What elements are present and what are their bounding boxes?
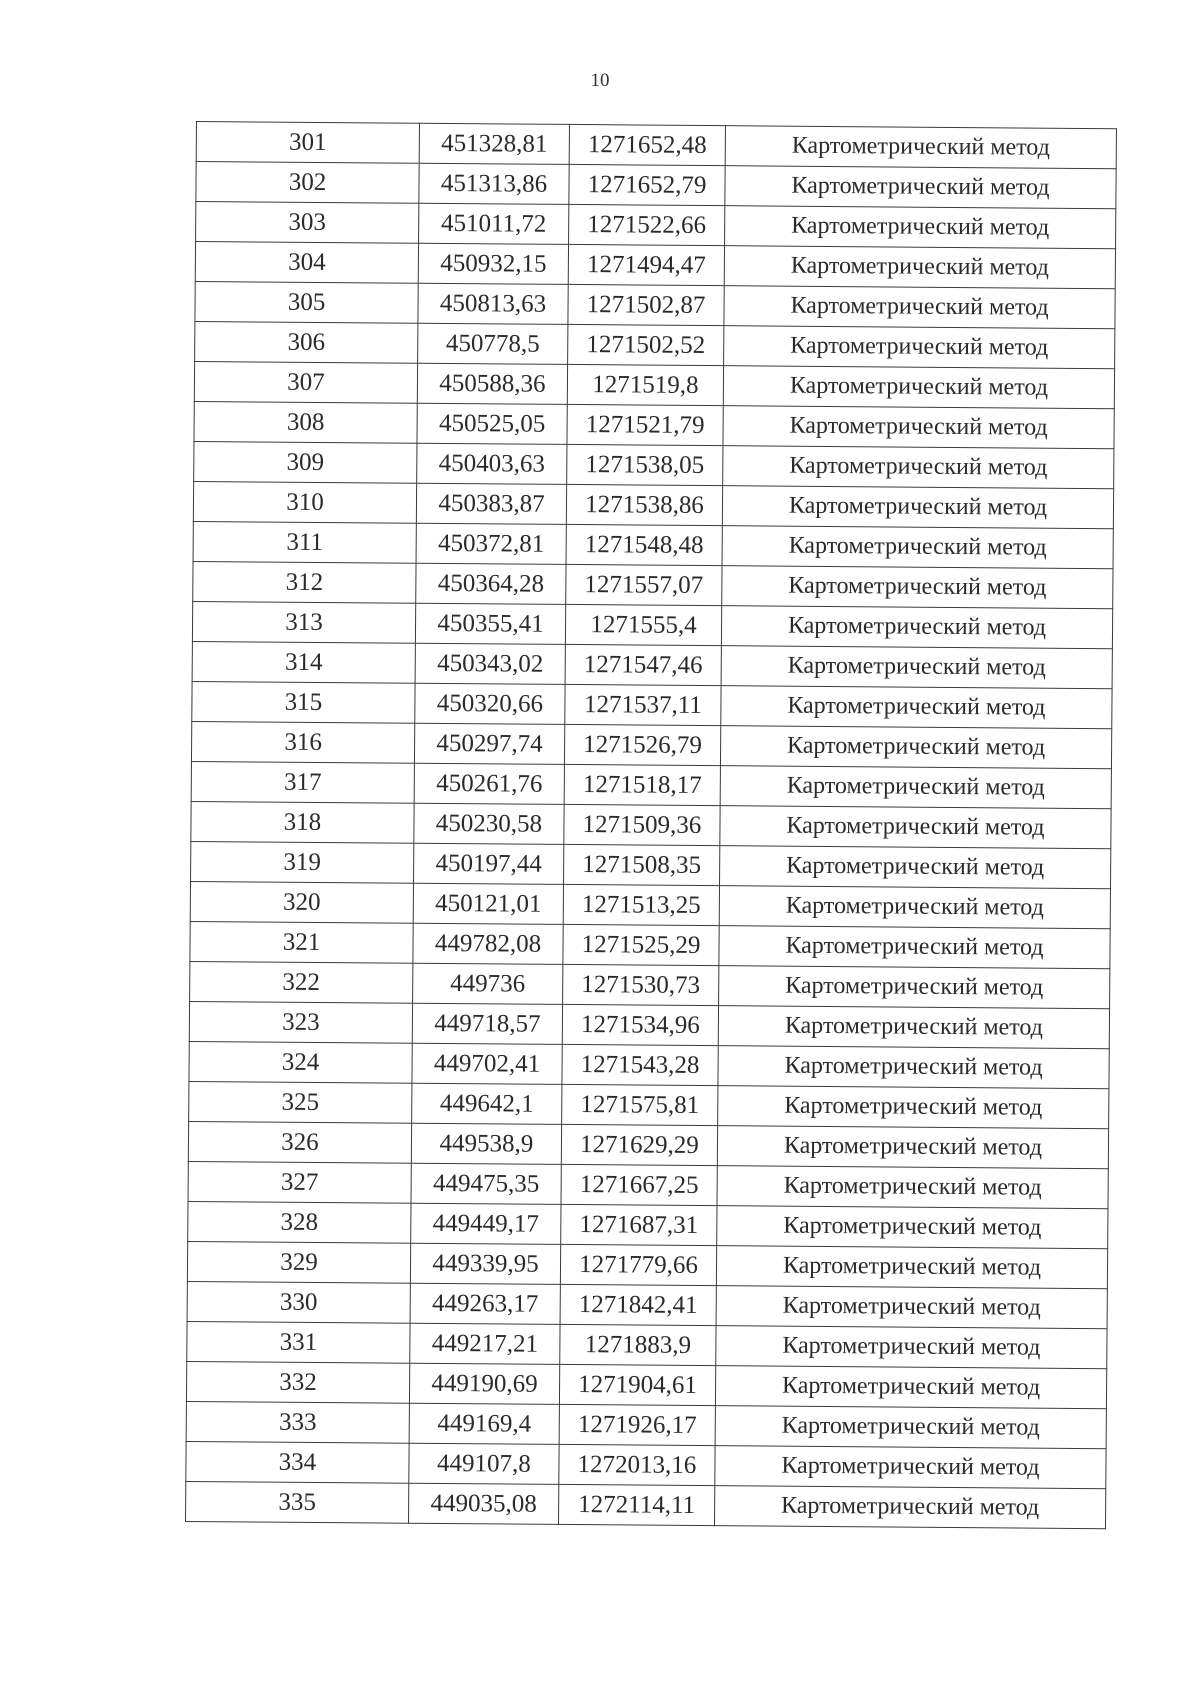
method-cell: Картометрический метод <box>721 646 1112 689</box>
y-coordinate-cell: 1271534,96 <box>562 1004 718 1045</box>
method-cell: Картометрический метод <box>725 206 1116 249</box>
point-number-cell: 301 <box>196 122 419 164</box>
y-coordinate-cell: 1271530,73 <box>563 964 719 1005</box>
x-coordinate-cell: 450403,63 <box>417 443 567 484</box>
x-coordinate-cell: 450813,63 <box>418 283 568 324</box>
method-cell: Картометрический метод <box>722 566 1113 609</box>
x-coordinate-cell: 449107,8 <box>409 1443 559 1484</box>
point-number-cell: 304 <box>195 242 418 284</box>
point-number-cell: 303 <box>196 202 419 244</box>
y-coordinate-cell: 1271521,79 <box>567 404 723 445</box>
table-row <box>186 1481 1106 1528</box>
point-number-cell: 302 <box>196 162 419 204</box>
point-number-cell: 312 <box>193 561 416 603</box>
y-coordinate-cell: 1271522,66 <box>569 204 725 245</box>
point-number-cell: 309 <box>194 441 417 483</box>
point-number-cell: 306 <box>195 321 418 363</box>
point-number-cell: 332 <box>186 1361 409 1403</box>
point-number-cell: 316 <box>191 721 414 763</box>
y-coordinate-cell: 1271687,31 <box>561 1204 717 1245</box>
method-cell: Картометрический метод <box>725 126 1116 169</box>
method-cell: Картометрический метод <box>724 286 1115 329</box>
method-cell: Картометрический метод <box>720 726 1111 769</box>
method-cell: Картометрический метод <box>715 1366 1106 1409</box>
y-coordinate-cell: 1271525,29 <box>563 924 719 965</box>
y-coordinate-cell: 1271547,46 <box>565 644 721 685</box>
point-number-cell: 311 <box>193 521 416 563</box>
x-coordinate-cell: 449449,17 <box>411 1203 561 1244</box>
y-coordinate-cell: 1272114,11 <box>558 1484 714 1525</box>
x-coordinate-cell: 449169,4 <box>409 1403 559 1444</box>
y-coordinate-cell: 1271926,17 <box>559 1404 715 1445</box>
x-coordinate-cell: 449475,35 <box>411 1163 561 1204</box>
method-cell: Картометрический метод <box>723 446 1114 489</box>
point-number-cell: 325 <box>189 1081 412 1123</box>
method-cell: Картометрический метод <box>715 1406 1106 1449</box>
point-number-cell: 320 <box>190 881 413 923</box>
y-coordinate-cell: 1271502,52 <box>568 324 724 365</box>
point-number-cell: 315 <box>192 681 415 723</box>
x-coordinate-cell: 449190,69 <box>409 1363 559 1404</box>
method-cell: Картометрический метод <box>717 1166 1108 1209</box>
method-cell: Картометрический метод <box>720 806 1111 849</box>
x-coordinate-cell: 449538,9 <box>411 1123 561 1164</box>
point-number-cell: 323 <box>189 1001 412 1043</box>
point-number-cell: 329 <box>187 1241 410 1283</box>
x-coordinate-cell: 450197,44 <box>414 843 564 884</box>
coordinates-table <box>185 121 1117 1529</box>
x-coordinate-cell: 450525,05 <box>417 403 567 444</box>
method-cell: Картометрический метод <box>724 326 1115 369</box>
x-coordinate-cell: 451313,86 <box>419 163 569 204</box>
method-cell: Картометрический метод <box>722 526 1113 569</box>
y-coordinate-cell: 1272013,16 <box>559 1444 715 1485</box>
method-cell: Картометрический метод <box>718 1086 1109 1129</box>
method-cell: Картометрический метод <box>716 1246 1107 1289</box>
x-coordinate-cell: 449035,08 <box>408 1483 558 1524</box>
method-cell: Картометрический метод <box>718 1046 1109 1089</box>
x-coordinate-cell: 450588,36 <box>417 363 567 404</box>
page-number: 10 <box>590 70 610 91</box>
y-coordinate-cell: 1271557,07 <box>566 564 722 605</box>
method-cell: Картометрический метод <box>717 1126 1108 1169</box>
x-coordinate-cell: 449217,21 <box>410 1323 560 1364</box>
point-number-cell: 319 <box>191 841 414 883</box>
y-coordinate-cell: 1271904,61 <box>559 1364 715 1405</box>
x-coordinate-cell: 449339,95 <box>410 1243 560 1284</box>
x-coordinate-cell: 450297,74 <box>414 723 564 764</box>
x-coordinate-cell: 450230,58 <box>414 803 564 844</box>
point-number-cell: 313 <box>192 601 415 643</box>
x-coordinate-cell: 449263,17 <box>410 1283 560 1324</box>
method-cell: Картометрический метод <box>719 926 1110 969</box>
point-number-cell: 321 <box>190 921 413 963</box>
y-coordinate-cell: 1271508,35 <box>564 844 720 885</box>
method-cell: Картометрический метод <box>722 486 1113 529</box>
y-coordinate-cell: 1271518,17 <box>564 764 720 805</box>
method-cell: Картометрический метод <box>717 1206 1108 1249</box>
y-coordinate-cell: 1271538,05 <box>567 444 723 485</box>
x-coordinate-cell: 450364,28 <box>416 563 566 604</box>
method-cell: Картометрический метод <box>719 886 1110 929</box>
point-number-cell: 328 <box>188 1201 411 1243</box>
point-number-cell: 335 <box>186 1481 409 1523</box>
x-coordinate-cell: 450355,41 <box>415 603 565 644</box>
y-coordinate-cell: 1271629,29 <box>561 1124 717 1165</box>
method-cell: Картометрический метод <box>723 366 1114 409</box>
point-number-cell: 322 <box>190 961 413 1003</box>
method-cell: Картометрический метод <box>721 686 1112 729</box>
coordinates-table-body <box>186 122 1117 1529</box>
method-cell: Картометрический метод <box>718 1006 1109 1049</box>
x-coordinate-cell: 450778,5 <box>418 323 568 364</box>
point-number-cell: 318 <box>191 801 414 843</box>
point-number-cell: 330 <box>187 1281 410 1323</box>
method-cell: Картометрический метод <box>725 166 1116 209</box>
point-number-cell: 305 <box>195 281 418 323</box>
x-coordinate-cell: 449736 <box>413 963 563 1004</box>
point-number-cell: 310 <box>193 481 416 523</box>
x-coordinate-cell: 450932,15 <box>418 243 568 284</box>
y-coordinate-cell: 1271652,48 <box>569 124 725 165</box>
point-number-cell: 326 <box>188 1121 411 1163</box>
point-number-cell: 327 <box>188 1161 411 1203</box>
y-coordinate-cell: 1271555,4 <box>565 604 721 645</box>
y-coordinate-cell: 1271667,25 <box>561 1164 717 1205</box>
x-coordinate-cell: 449782,08 <box>413 923 563 964</box>
x-coordinate-cell: 450121,01 <box>413 883 563 924</box>
method-cell: Картометрический метод <box>714 1486 1105 1529</box>
point-number-cell: 331 <box>187 1321 410 1363</box>
method-cell: Картометрический метод <box>720 846 1111 889</box>
y-coordinate-cell: 1271575,81 <box>562 1084 718 1125</box>
y-coordinate-cell: 1271842,41 <box>560 1284 716 1325</box>
y-coordinate-cell: 1271883,9 <box>560 1324 716 1365</box>
method-cell: Картометрический метод <box>716 1286 1107 1329</box>
point-number-cell: 307 <box>194 361 417 403</box>
x-coordinate-cell: 451328,81 <box>419 123 569 164</box>
method-cell: Картометрический метод <box>724 246 1115 289</box>
x-coordinate-cell: 449702,41 <box>412 1043 562 1084</box>
y-coordinate-cell: 1271526,79 <box>564 724 720 765</box>
point-number-cell: 314 <box>192 641 415 683</box>
x-coordinate-cell: 450372,81 <box>416 523 566 564</box>
y-coordinate-cell: 1271509,36 <box>564 804 720 845</box>
method-cell: Картометрический метод <box>720 766 1111 809</box>
method-cell: Картометрический метод <box>715 1446 1106 1489</box>
y-coordinate-cell: 1271779,66 <box>560 1244 716 1285</box>
method-cell: Картометрический метод <box>719 966 1110 1009</box>
method-cell: Картометрический метод <box>721 606 1112 649</box>
y-coordinate-cell: 1271548,48 <box>566 524 722 565</box>
x-coordinate-cell: 451011,72 <box>419 203 569 244</box>
y-coordinate-cell: 1271652,79 <box>569 164 725 205</box>
x-coordinate-cell: 449642,1 <box>412 1083 562 1124</box>
x-coordinate-cell: 450320,66 <box>415 683 565 724</box>
point-number-cell: 317 <box>191 761 414 803</box>
method-cell: Картометрический метод <box>716 1326 1107 1369</box>
y-coordinate-cell: 1271513,25 <box>563 884 719 925</box>
point-number-cell: 333 <box>186 1401 409 1443</box>
method-cell: Картометрический метод <box>723 406 1114 449</box>
y-coordinate-cell: 1271543,28 <box>562 1044 718 1085</box>
y-coordinate-cell: 1271519,8 <box>567 364 723 405</box>
x-coordinate-cell: 449718,57 <box>412 1003 562 1044</box>
y-coordinate-cell: 1271537,11 <box>565 684 721 725</box>
x-coordinate-cell: 450261,76 <box>414 763 564 804</box>
x-coordinate-cell: 450343,02 <box>415 643 565 684</box>
y-coordinate-cell: 1271538,86 <box>566 484 722 525</box>
x-coordinate-cell: 450383,87 <box>416 483 566 524</box>
y-coordinate-cell: 1271494,47 <box>568 244 724 285</box>
point-number-cell: 334 <box>186 1441 409 1483</box>
point-number-cell: 308 <box>194 401 417 443</box>
y-coordinate-cell: 1271502,87 <box>568 284 724 325</box>
point-number-cell: 324 <box>189 1041 412 1083</box>
